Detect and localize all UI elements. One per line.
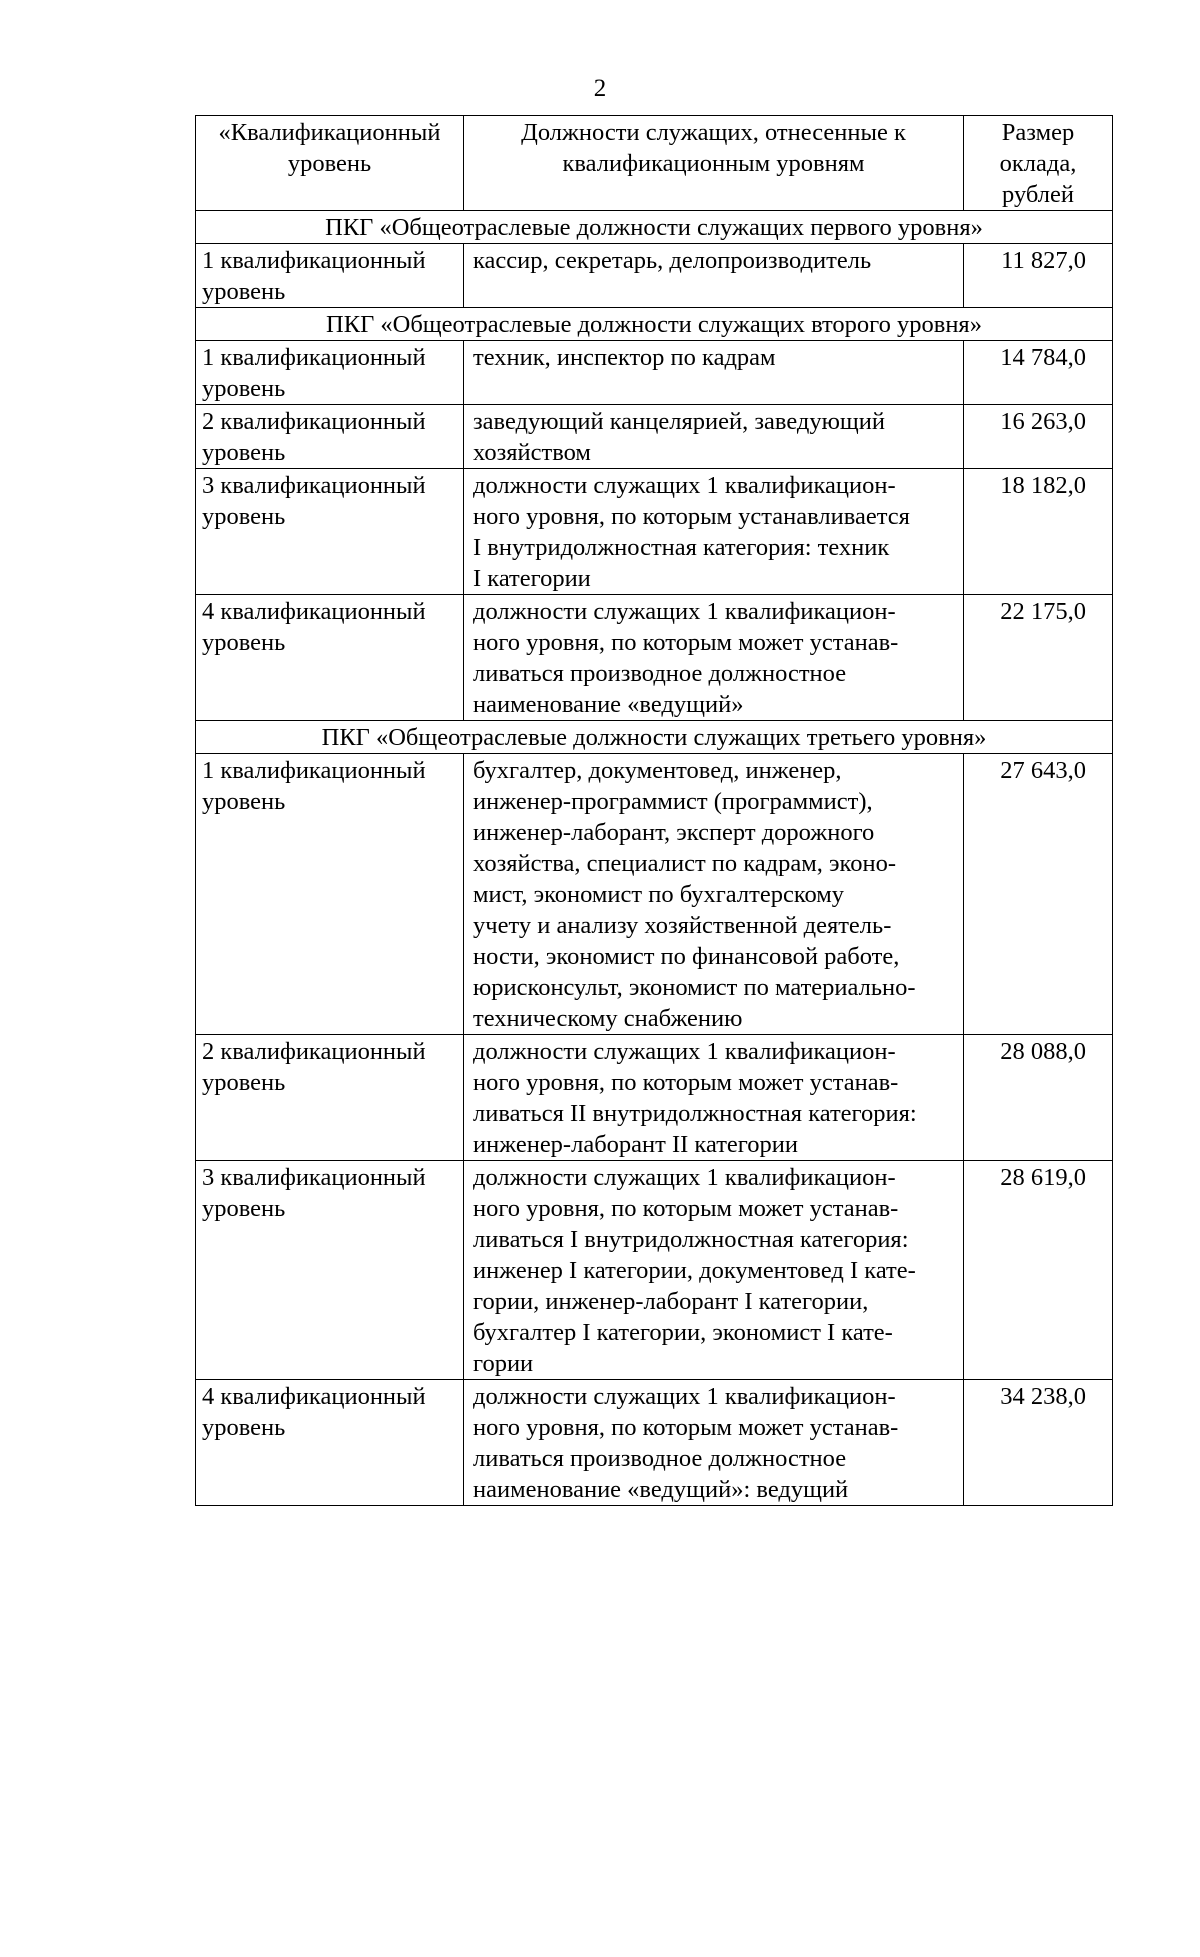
table-row (196, 341, 1113, 405)
salary-cell: 11 827,0 (964, 244, 1113, 308)
level-cell: 2 квалификационный уровень (196, 405, 464, 469)
positions-cell: кассир, секретарь, делопроизводитель (464, 244, 964, 308)
table-row (196, 754, 1113, 1035)
salary-cell: 16 263,0 (964, 405, 1113, 469)
salary-cell: 28 619,0 (964, 1161, 1113, 1380)
level-cell: 4 квалификационный уровень (196, 1380, 464, 1506)
level-cell: 1 квалификационный уровень (196, 754, 464, 1035)
table-header-row (196, 116, 1113, 211)
table-row (196, 1161, 1113, 1380)
salary-cell: 34 238,0 (964, 1380, 1113, 1506)
table-row (196, 1380, 1113, 1506)
group-title-row (196, 721, 1113, 754)
salary-cell: 22 175,0 (964, 595, 1113, 721)
level-cell: 4 квалификационный уровень (196, 595, 464, 721)
header-positions: Должности служащих, отнесенные к квалификационным уровням (464, 116, 964, 211)
positions-cell: техник, инспектор по кадрам (464, 341, 964, 405)
group-title: ПКГ «Общеотраслевые должности служащих третьего уровня» (196, 721, 1113, 754)
table-row (196, 469, 1113, 595)
level-cell: 3 квалификационный уровень (196, 1161, 464, 1380)
positions-cell: бухгалтер, документовед, инженер, инженер-программист (программист), инженер-лаборант, эксперт дорожного хозяйства, специалист по кадрам, эконо- мист, экономист по бухгалтерскому учету и анализу хозяйственной деятель- ности, экономист по финансовой работе, юрисконсульт, экономист по материально- техническому снабжению (464, 754, 964, 1035)
positions-cell: заведующий канцелярией, заведующий хозяйством (464, 405, 964, 469)
positions-cell: должности служащих 1 квалификацион- ного уровня, по которым может устанав- ливаться производное должностное наименование «ведущий» (464, 595, 964, 721)
level-cell: 3 квалификационный уровень (196, 469, 464, 595)
level-cell: 1 квалификационный уровень (196, 244, 464, 308)
table-row (196, 405, 1113, 469)
positions-cell: должности служащих 1 квалификацион- ного уровня, по которым может устанав- ливаться I внутридолжностная категория: инженер I категории, документовед I кате- гории, инженер-лаборант I категории, бухгалтер I категории, экономист I кате- гории (464, 1161, 964, 1380)
table-row (196, 1035, 1113, 1161)
group-title-row (196, 308, 1113, 341)
table-row (196, 595, 1113, 721)
positions-cell: должности служащих 1 квалификацион- ного уровня, по которым может устанав- ливаться производное должностное наименование «ведущий»: ведущий (464, 1380, 964, 1506)
level-cell: 1 квалификационный уровень (196, 341, 464, 405)
positions-cell: должности служащих 1 квалификацион- ного уровня, по которым устанавливается I внутридолжностная категория: техник I категории (464, 469, 964, 595)
header-salary: Размер оклада, рублей (964, 116, 1113, 211)
header-qualification-level: «Квалификационный уровень (196, 116, 464, 211)
salary-cell: 18 182,0 (964, 469, 1113, 595)
group-title-row (196, 211, 1113, 244)
group-title: ПКГ «Общеотраслевые должности служащих первого уровня» (196, 211, 1113, 244)
positions-cell: должности служащих 1 квалификацион- ного уровня, по которым может устанав- ливаться II внутридолжностная категория: инженер-лаборант II категории (464, 1035, 964, 1161)
salary-cell: 28 088,0 (964, 1035, 1113, 1161)
level-cell: 2 квалификационный уровень (196, 1035, 464, 1161)
page-number: 2 (593, 75, 607, 102)
table-row (196, 244, 1113, 308)
salary-table (195, 115, 1113, 1506)
salary-cell: 27 643,0 (964, 754, 1113, 1035)
group-title: ПКГ «Общеотраслевые должности служащих второго уровня» (196, 308, 1113, 341)
salary-cell: 14 784,0 (964, 341, 1113, 405)
